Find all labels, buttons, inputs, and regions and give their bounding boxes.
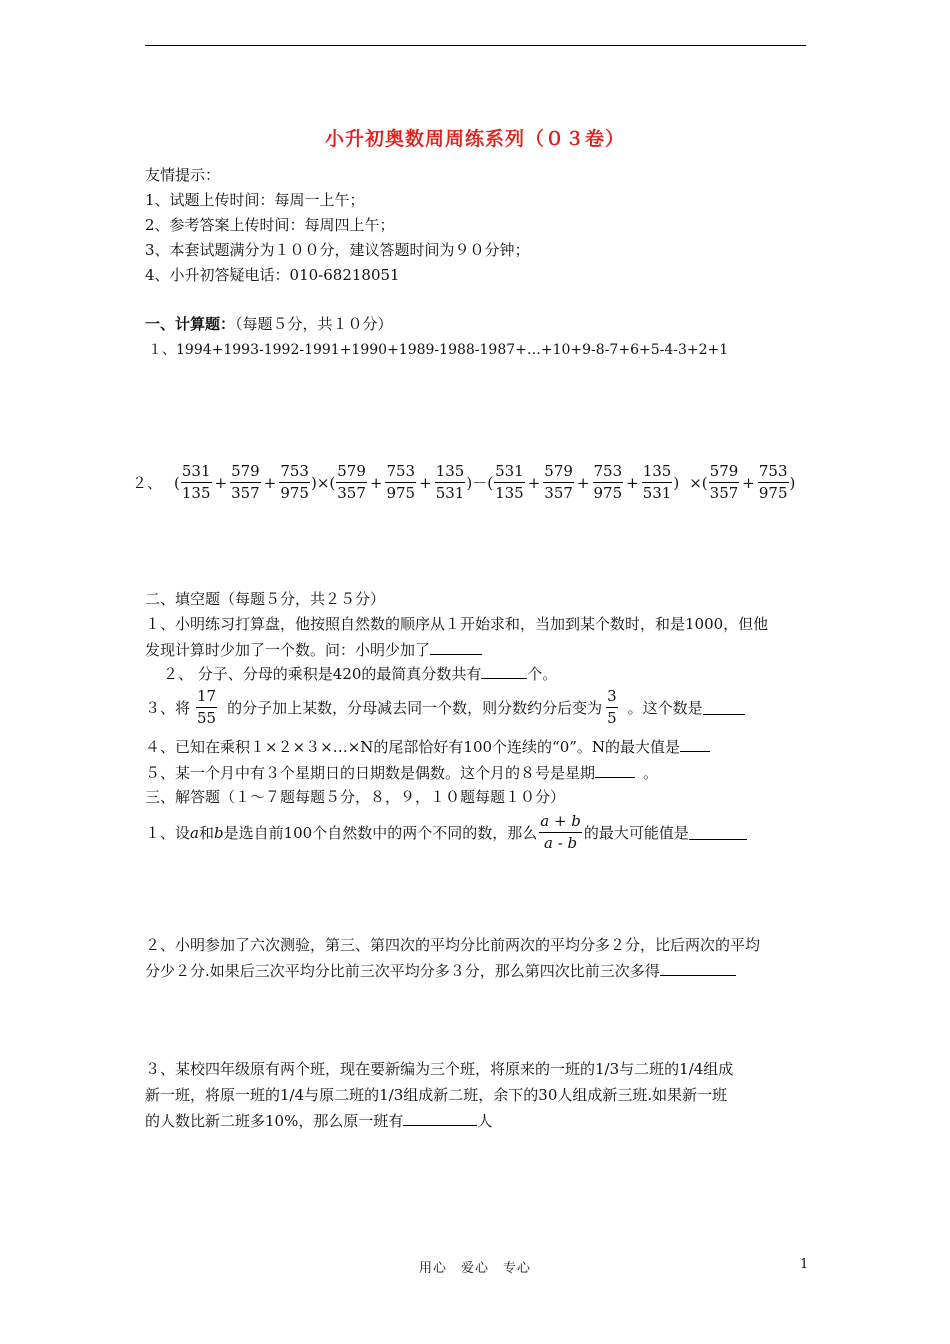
solve-question-1-post: 的最大可能值是 — [583, 823, 689, 842]
solve-question-2-text: 分少２分.如果后三次平均分比前三次平均分多３分，那么第四次比前三次多得 — [145, 962, 660, 980]
numerator: 753 — [593, 464, 624, 483]
numerator: 579 — [709, 464, 740, 483]
fraction — [230, 464, 261, 501]
fill-question-5-tail: 。 — [643, 764, 659, 782]
paren-close: ) — [466, 473, 473, 492]
times-sign: × — [316, 473, 330, 492]
notice-item-1: 1、试题上传时间：每周一上午； — [145, 191, 365, 209]
numerator: 753 — [758, 464, 789, 483]
fill-question-5 — [145, 763, 658, 783]
section-1-heading — [145, 314, 393, 334]
fraction — [539, 814, 582, 851]
answer-blank[interactable] — [703, 700, 745, 715]
fraction — [385, 464, 416, 501]
fraction — [709, 464, 740, 501]
solve-question-3-line-2: 新一班，将原一班的1/4与原二班的1/3组成新二班，余下的30人组成新三班.如果新一班 — [145, 1086, 728, 1104]
denominator: 135 — [181, 484, 211, 502]
denominator: 531 — [642, 484, 672, 502]
notice-item-2: 2、参考答案上传时间：每周四上午； — [145, 216, 395, 234]
solve-question-1 — [145, 814, 747, 851]
notice-heading: 友情提示： — [145, 166, 221, 184]
fraction — [494, 464, 525, 501]
denominator: 55 — [197, 709, 217, 727]
paren-open: ( — [701, 473, 708, 492]
solve-question-3-tail: 人 — [477, 1112, 493, 1130]
plus-sign: + — [214, 473, 228, 492]
header-rule — [145, 45, 806, 46]
numerator: 753 — [385, 464, 416, 483]
answer-blank[interactable] — [660, 961, 736, 976]
fill-question-2-text: ２、 分子、分母的乘积是420的最简真分数共有 — [163, 665, 482, 683]
denominator: 357 — [231, 484, 260, 502]
numerator: 135 — [642, 464, 673, 483]
fill-question-4-text: ４、已知在乘积１×２×３×…×N的尾部恰好有100个连续的“0”。N的最大值是 — [145, 738, 681, 756]
solve-question-3-line-1: ３、某校四年级原有两个班，现在要新编为三个班，将原来的一班的1/3与二班的1/4组成 — [145, 1060, 734, 1078]
solve-question-1-mid: 是选自前100个自然数中的两个不同的数，那么 — [223, 823, 538, 842]
plus-sign: + — [576, 473, 590, 492]
paren-open: ( — [329, 473, 336, 492]
fill-question-3-mid: 的分子加上某数，分母减去同一个数，则分数约分后变为 — [227, 698, 603, 717]
plus-sign: + — [527, 473, 541, 492]
fill-question-4 — [145, 737, 710, 757]
notice-item-3: 3、本套试题满分为１００分，建议答题时间为９０分钟； — [145, 241, 530, 259]
solve-question-3-line-3 — [145, 1111, 492, 1131]
fraction — [279, 464, 310, 501]
fill-question-1-line-1: １、小明练习打算盘，他按照自然数的顺序从１开始求和，当加到某个数时，和是1000，但他 — [145, 615, 769, 633]
page-footer: 用心 爱心 专心 — [418, 1261, 531, 1276]
numerator: 579 — [336, 464, 367, 483]
notice-item-4: 4、小升初答疑电话：010-68218051 — [145, 266, 400, 284]
denominator: 531 — [435, 484, 465, 502]
fill-question-3-post: 。这个数是 — [627, 698, 703, 717]
fraction — [642, 464, 673, 501]
section-2-heading: 二、填空题（每题５分，共２５分） — [145, 590, 386, 608]
answer-blank[interactable] — [430, 640, 482, 655]
page-number: 1 — [800, 1257, 809, 1272]
numerator: 579 — [543, 464, 574, 483]
denominator: 975 — [386, 484, 416, 502]
paren-close: ) — [789, 473, 796, 492]
fraction — [758, 464, 789, 501]
variable-a: a — [190, 823, 199, 842]
fill-question-1-line-2 — [145, 640, 482, 660]
denominator: 975 — [758, 484, 788, 502]
fraction — [196, 689, 217, 726]
numerator: 135 — [435, 464, 466, 483]
fraction — [435, 464, 466, 501]
plus-sign: + — [742, 473, 755, 492]
plus-sign: + — [419, 473, 432, 492]
plus-sign: + — [369, 473, 383, 492]
variable-b: b — [213, 823, 224, 842]
plus-sign: + — [626, 473, 639, 492]
numerator: 531 — [181, 464, 212, 483]
denominator: 5 — [607, 709, 617, 727]
answer-blank[interactable] — [403, 1111, 477, 1126]
q2-label: ２、 — [132, 474, 163, 492]
solve-question-3-text: 的人数比新二班多10%，那么原一班有 — [145, 1112, 404, 1130]
answer-blank[interactable] — [595, 763, 635, 778]
fill-question-1-text: 发现计算时少加了一个数。问：小明少加了 — [145, 641, 431, 659]
section-1-score: （每题５分，共１０分） — [235, 315, 393, 333]
times-sign: × — [689, 473, 702, 492]
denominator: 357 — [709, 484, 739, 502]
section-3-heading: 三、解答题（１～７题每题５分，８，９，１０题每题１０分） — [145, 788, 566, 806]
calc-question-1: １、1994+1993-1992-1991+1990+1989-1988-1987+…+10+9-8-7+6+5-4-3+2+1 — [148, 342, 729, 358]
fraction — [606, 689, 618, 726]
fraction — [181, 464, 212, 501]
denominator: 357 — [544, 484, 573, 502]
solve-question-2-line-1: ２、小明参加了六次测验，第三、第四次的平均分比前两次的平均分多２分，比后两次的平均 — [145, 936, 761, 954]
fraction — [336, 464, 367, 501]
fill-question-3 — [145, 689, 745, 726]
calc-question-2 — [132, 464, 795, 501]
numerator: 3 — [606, 689, 618, 708]
denominator: 975 — [280, 484, 309, 502]
fill-question-5-text: ５、某一个月中有３个星期日的日期数是偶数。这个月的８号是星期 — [145, 764, 596, 782]
paren-open: ( — [174, 473, 180, 492]
answer-blank[interactable] — [680, 737, 710, 752]
denominator: 975 — [593, 484, 623, 502]
and-word: 和 — [198, 823, 214, 842]
numerator: 579 — [230, 464, 261, 483]
fill-question-2 — [163, 664, 557, 684]
plus-sign: + — [263, 473, 277, 492]
solve-question-1-pre: １、设 — [145, 823, 191, 842]
fraction — [543, 464, 574, 501]
paren-close: ) — [673, 473, 680, 492]
denominator: a - b — [543, 834, 578, 852]
fill-question-3-pre: ３、将 — [145, 698, 191, 717]
denominator: 357 — [337, 484, 366, 502]
numerator: 17 — [196, 689, 217, 708]
numerator: a + b — [539, 814, 582, 833]
fraction — [593, 464, 624, 501]
page-title: 小升初奥数周周练系列（０３卷） — [324, 128, 625, 150]
section-1-title: 一、计算题： — [145, 315, 236, 333]
numerator: 531 — [494, 464, 525, 483]
paren-open: ( — [487, 473, 494, 492]
numerator: 753 — [279, 464, 310, 483]
answer-blank[interactable] — [689, 825, 747, 840]
solve-question-2-line-2 — [145, 961, 736, 981]
minus-sign: － — [472, 474, 488, 492]
fill-question-2-tail: 个。 — [527, 665, 558, 683]
paren-close: ) — [310, 473, 317, 492]
denominator: 135 — [495, 484, 524, 502]
answer-blank[interactable] — [481, 664, 527, 679]
